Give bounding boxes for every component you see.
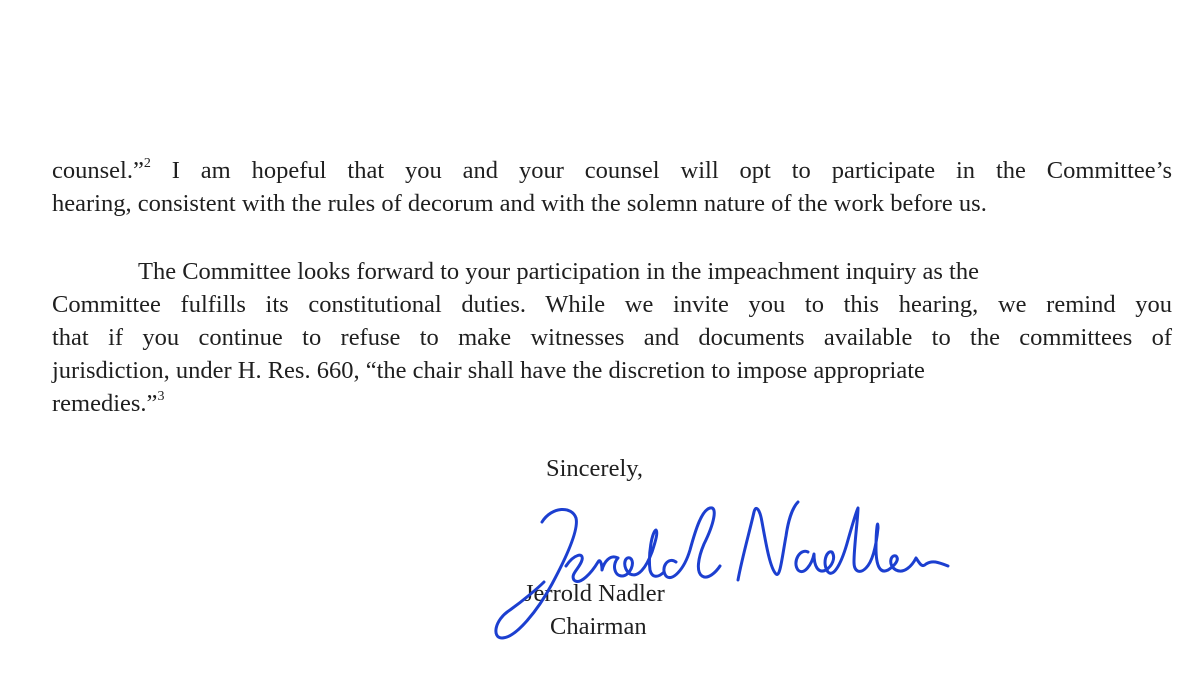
signature-stroke — [738, 502, 798, 580]
paragraph-line: hearing, consistent with the rules of decorum and with the solemn nature of the work before us. — [52, 190, 987, 217]
text-fragment: I am hopeful that you and your counsel will opt to participate in the Committee’s — [150, 157, 1172, 184]
text-fragment: remedies.” — [52, 390, 158, 417]
paragraph-line — [52, 387, 1172, 420]
handwritten-signature — [480, 488, 960, 648]
text-fragment: The Committee looks forward to your participation in the impeachment inquiry as the — [138, 258, 979, 285]
signer-name: Jerrold Nadler — [524, 580, 665, 607]
signature-stroke — [664, 508, 720, 578]
signer-title: Chairman — [550, 613, 647, 640]
signature-stroke — [566, 530, 664, 581]
paragraph-line: Committee fulfills its constitutional duties. While we invite you to this hearing, we remind you — [52, 291, 1172, 318]
paragraph-remedies — [52, 255, 1172, 420]
signature-stroke — [796, 508, 948, 573]
closing-salutation: Sincerely, — [546, 455, 644, 482]
footnote-marker: 3 — [157, 388, 165, 404]
signature-stroke — [496, 509, 577, 638]
text-fragment: counsel.” — [52, 157, 144, 184]
paragraph-line — [52, 255, 1172, 288]
paragraph-line: jurisdiction, under H. Res. 660, “the chair shall have the discretion to impose appropriate — [52, 357, 925, 384]
footnote-marker: 2 — [143, 155, 151, 171]
paragraph-participation — [52, 154, 1172, 220]
paragraph-line: that if you continue to refuse to make witnesses and documents available to the committees of — [52, 324, 1172, 351]
paragraph-line — [52, 154, 1172, 187]
